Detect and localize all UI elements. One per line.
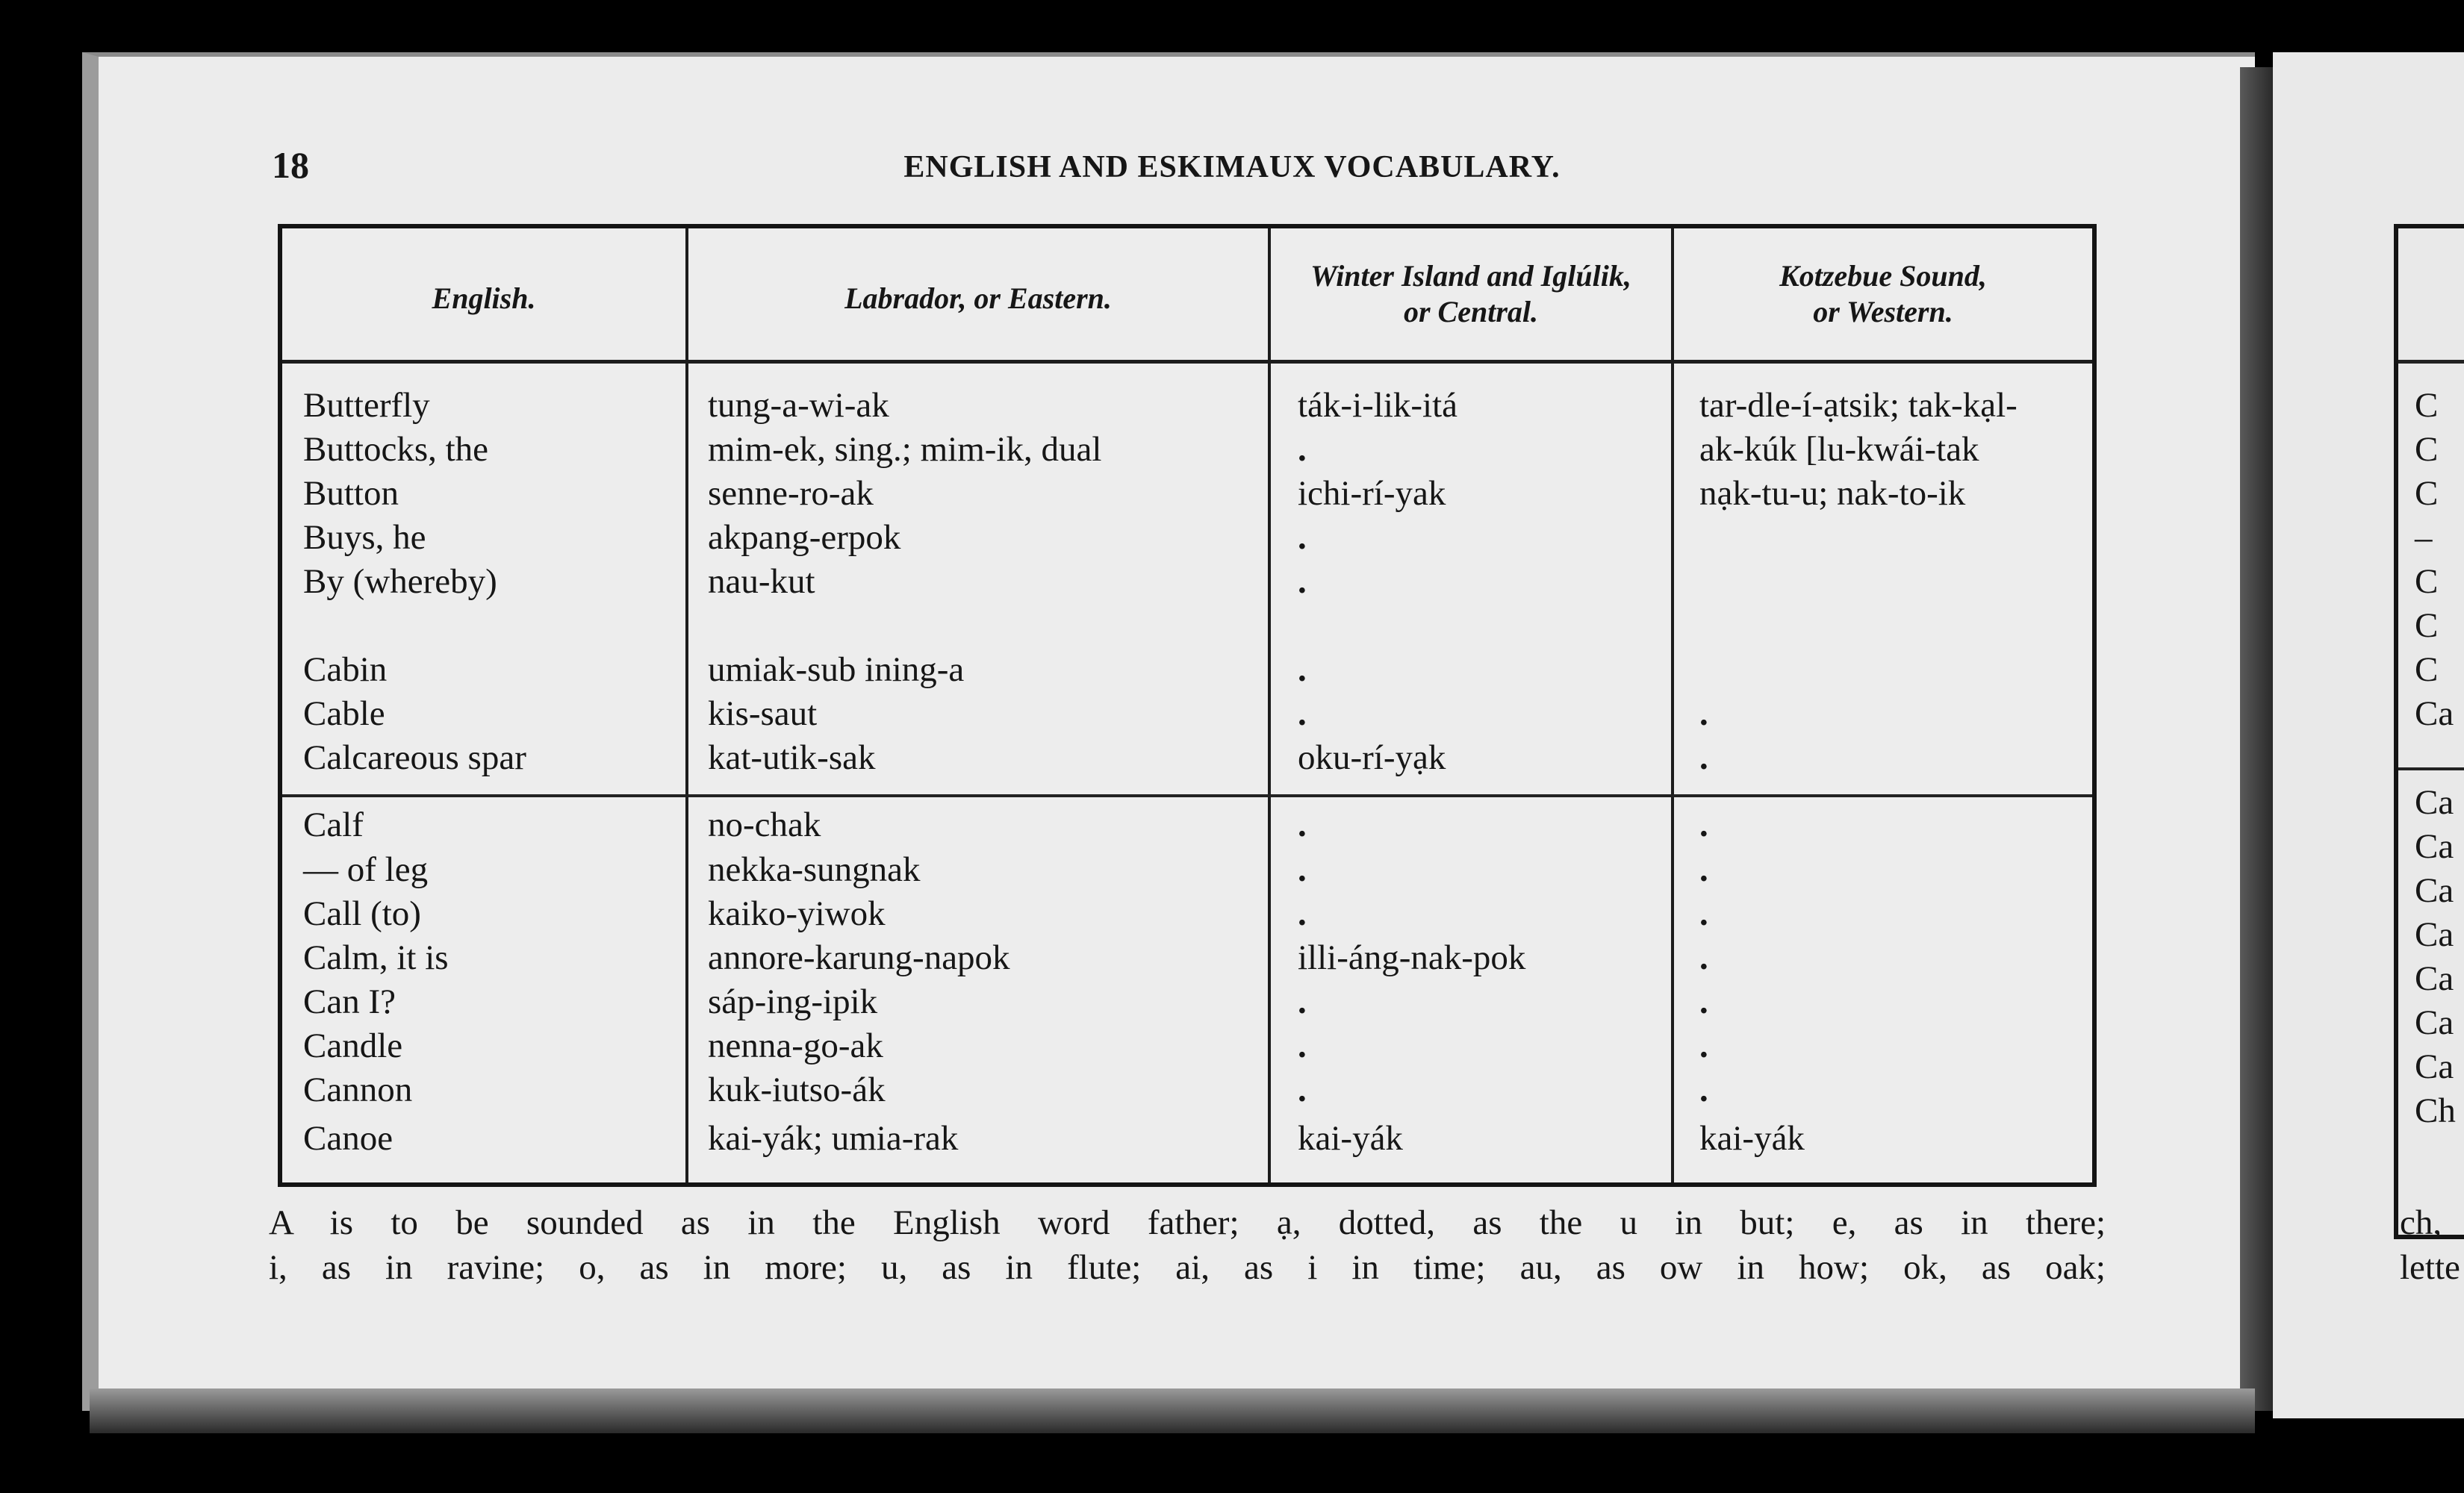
footnote-line-2: i, as in ravine; o, as in more; u, as in flute; ai, as i in time; au, as ow in how; ok, as oak; [269, 1248, 2106, 1287]
labrador-word: akpang-erpok [708, 518, 901, 557]
english-word: Candle [303, 1026, 403, 1065]
western-word: tar-dle-í-ạtsik; tak-kạl- [1699, 386, 2017, 425]
column-header-western-line1: Kotzebue Sound, [1779, 259, 1987, 293]
english-word: Calm, it is [303, 938, 449, 977]
labrador-word: kis-saut [708, 694, 818, 733]
labrador-word: kai-yák; umia-rak [708, 1119, 959, 1158]
table-row [282, 736, 2092, 779]
table-row [282, 648, 2092, 691]
table-row [282, 1024, 2092, 1067]
english-word: Can I? [303, 982, 396, 1021]
pronunciation-footnote [269, 1200, 2106, 1290]
facing-footnote-2: lette [2400, 1248, 2460, 1287]
table-row [282, 803, 2092, 847]
western-word: nạk-tu-u; nak-to-ik [1699, 474, 1966, 513]
page-gutter [2240, 67, 2273, 1411]
facing-letter: C [2415, 606, 2439, 645]
table-row [282, 936, 2092, 979]
column-header-central-line1: Winter Island and Iglúlik, [1310, 259, 1631, 293]
central-word: oku-rí-yạk [1298, 738, 1446, 777]
western-word: kai-yák [1699, 1119, 1805, 1158]
central-word: . [1298, 1070, 1307, 1109]
labrador-word: kat-utik-sak [708, 738, 876, 777]
facing-section-rule [2398, 767, 2464, 770]
table-row [282, 892, 2092, 935]
central-word: . [1298, 894, 1307, 933]
central-word: . [1298, 1026, 1307, 1065]
facing-letter: Ca [2415, 871, 2454, 910]
central-word: ichi-rí-yak [1298, 474, 1446, 513]
page-bottom-shadow [90, 1388, 2255, 1433]
central-word: . [1298, 805, 1307, 844]
english-word: — of leg [303, 850, 429, 889]
english-word: Calf [303, 805, 364, 844]
western-word: . [1699, 694, 1708, 733]
facing-page-table [2394, 224, 2464, 1239]
central-word: ták-i-lik-itá [1298, 386, 1458, 425]
central-word: . [1298, 982, 1307, 1021]
central-word: illi-áng-nak-pok [1298, 938, 1526, 977]
running-head: ENGLISH AND ESKIMAUX VOCABULARY. [903, 150, 1561, 184]
facing-letter: Ca [2415, 1047, 2454, 1086]
western-word: . [1699, 894, 1708, 933]
english-word: Cannon [303, 1070, 413, 1109]
facing-letter: – [2415, 518, 2433, 557]
english-word: Call (to) [303, 894, 421, 933]
labrador-word: tung-a-wi-ak [708, 386, 889, 425]
western-word: . [1699, 1026, 1708, 1065]
column-header-central [1271, 258, 1671, 330]
labrador-word: nau-kut [708, 562, 815, 601]
table-row [282, 428, 2092, 471]
table-row [282, 1117, 2092, 1160]
facing-letter: C [2415, 386, 2439, 425]
facing-footnote-1: ch, [2400, 1203, 2442, 1242]
table-row [282, 692, 2092, 735]
central-word: . [1298, 850, 1307, 889]
western-word: . [1699, 938, 1708, 977]
english-word: Butterfly [303, 386, 430, 425]
english-word: Cabin [303, 650, 388, 689]
facing-letter: Ca [2415, 783, 2454, 822]
table-row [282, 1068, 2092, 1112]
table-row [282, 384, 2092, 427]
labrador-word: no-chak [708, 805, 821, 844]
western-word: ak-kúk [lu-kwái-tak [1699, 430, 1979, 469]
english-word: Button [303, 474, 399, 513]
english-word: Cable [303, 694, 385, 733]
western-word: . [1699, 982, 1708, 1021]
facing-header-rule [2398, 360, 2464, 364]
labrador-word: umiak-sub ining-a [708, 650, 965, 689]
english-word: Canoe [303, 1119, 393, 1158]
table-row [282, 980, 2092, 1023]
central-word: . [1298, 430, 1307, 469]
facing-letter: Ca [2415, 694, 2454, 733]
vocabulary-table [278, 224, 2097, 1187]
western-word: . [1699, 1070, 1708, 1109]
footnote-line-1: A is to be sounded as in the English word father; ạ, dotted, as the u in but; e, as in there; [269, 1203, 2106, 1242]
western-word: . [1699, 805, 1708, 844]
facing-letter: C [2415, 430, 2439, 469]
column-header-labrador: Labrador, or Eastern. [844, 281, 1112, 315]
labrador-word: sáp-ing-ipik [708, 982, 878, 1021]
english-word: Buys, he [303, 518, 426, 557]
column-header-western-line2: or Western. [1813, 295, 1953, 328]
section-rule [282, 794, 2092, 797]
facing-letter: C [2415, 474, 2439, 513]
central-word: . [1298, 518, 1307, 557]
facing-letter: Ch [2415, 1091, 2456, 1130]
labrador-word: nekka-sungnak [708, 850, 921, 889]
central-word: . [1298, 650, 1307, 689]
labrador-word: nenna-go-ak [708, 1026, 883, 1065]
labrador-word: mim-ek, sing.; mim-ik, dual [708, 430, 1102, 469]
labrador-word: kuk-iutso-ák [708, 1070, 886, 1109]
table-row [282, 516, 2092, 559]
labrador-word: annore-karung-napok [708, 938, 1010, 977]
labrador-word: kaiko-yiwok [708, 894, 886, 933]
central-word: kai-yák [1298, 1119, 1403, 1158]
facing-letter: Ca [2415, 915, 2454, 954]
english-word: Buttocks, the [303, 430, 489, 469]
table-row [282, 848, 2092, 891]
column-header-western [1674, 258, 2092, 330]
table-row [282, 472, 2092, 515]
english-word: Calcareous spar [303, 738, 526, 777]
facing-letter: Ca [2415, 1003, 2454, 1042]
english-word: By (whereby) [303, 562, 497, 601]
facing-letter: Ca [2415, 959, 2454, 998]
header-rule [282, 360, 2092, 364]
western-word: . [1699, 850, 1708, 889]
table-row [282, 560, 2092, 603]
facing-letter: Ca [2415, 827, 2454, 866]
page-number: 18 [272, 144, 309, 186]
central-word: . [1298, 562, 1307, 601]
column-header-central-line2: or Central. [1403, 295, 1539, 328]
central-word: . [1298, 694, 1307, 733]
labrador-word: senne-ro-ak [708, 474, 874, 513]
facing-letter: C [2415, 650, 2439, 689]
western-word: . [1699, 738, 1708, 777]
column-header-english: English. [432, 281, 536, 315]
facing-letter: C [2415, 562, 2439, 601]
